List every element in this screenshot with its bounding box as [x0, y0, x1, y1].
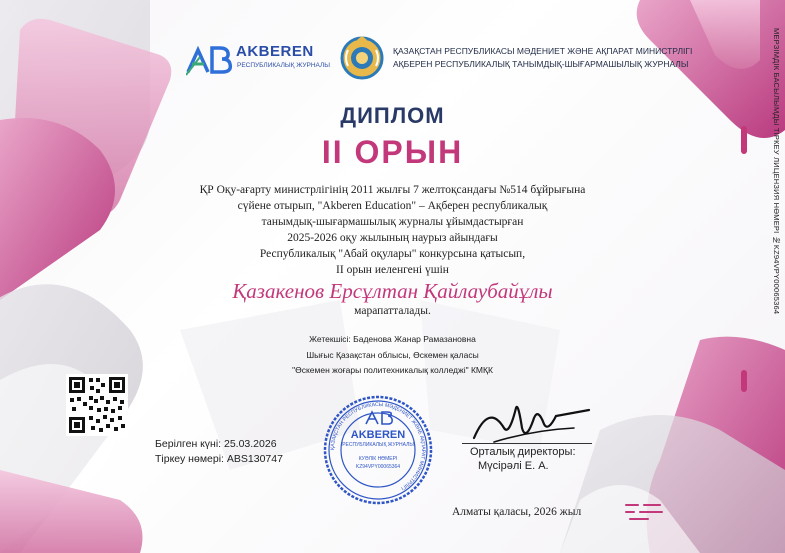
license-vertical-text: МЕРЗІМДІК БАСЫЛЫМДЫ ТІРКЕУ ЛИЦЕНЗИЯ НӨМЕРІ №KZ94VPY00065364 [772, 28, 781, 315]
qr-code [66, 374, 128, 436]
body-line-5: Республикалық "Абай оқулары" конкурсына қатысып, [259, 248, 526, 260]
city-year: Алматы қаласы, 2026 жыл [452, 506, 582, 518]
stamp-name: AKBEREN [350, 429, 406, 441]
stamp-inner-line-2: KZ94VPY00065364 [355, 464, 401, 470]
body-line-1: ҚР Оқу-ағарту министрлігінің 2011 жылғы 7 желтоқсандағы №514 бұйрығына [199, 184, 586, 196]
director-signature [464, 398, 594, 448]
stamp-sub: РЕСПУБЛИКАЛЫҚ ЖУРНАЛЫ [342, 442, 414, 448]
issue-date: Берілген күні: 25.03.2026 [155, 438, 277, 450]
registration-number: Тіркеу нөмері: ABS130747 [155, 453, 283, 465]
supervisor-line-2: Шығыс Қазақстан облысы, Өскемен қаласы [306, 350, 479, 360]
supervisor-line-1: Жетекшісі: Баденова Жанар Рамазановна [309, 334, 476, 344]
official-stamp [322, 394, 434, 506]
body-line-2: сүйене отырып, "Akberen Education" – Ақберен республикалық [237, 200, 548, 212]
logo-subtitle: РЕСПУБЛИКАЛЫҚ ЖУРНАЛЫ [237, 62, 331, 69]
signature-line [462, 443, 592, 444]
stamp-inner-line-1: КУӘЛІК НӨМЕРІ [358, 456, 398, 462]
body-line-3: танымдық-шығармашылық журналы ұйымдастырған [261, 216, 524, 228]
body-line-6: II орын иеленгені үшін [336, 264, 449, 276]
diploma-title: ДИПЛОМ [340, 103, 445, 128]
body-line-4: 2025-2026 оқу жылының наурыз айындағы [287, 232, 498, 244]
place-heading: II ОРЫН [321, 134, 464, 170]
awarded-text: марапатталады. [354, 305, 431, 317]
director-title: Орталық директоры: [470, 446, 576, 458]
logo-name: AKBEREN [236, 43, 314, 60]
supervisor-line-3: "Өскемен жоғары политехникалық колледжі" КМҚК [292, 365, 493, 375]
kazakhstan-emblem-icon [340, 36, 384, 80]
akberen-logo-icon [186, 42, 234, 76]
ministry-line-2: АҚБЕРЕН РЕСПУБЛИКАЛЫҚ ТАНЫМДЫҚ-ШЫҒАРМАШЫЛЫҚ ЖУРНАЛЫ [393, 59, 689, 69]
director-name: Мүсірәлі Е. А. [478, 460, 549, 472]
stamp-ring-text: ҚАЗАҚСТАН РЕСПУБЛИКАСЫ МӘДЕНИЕТ ЖӘНЕ АҚПАРАТ МИНИСТРЛІГІ [329, 401, 427, 492]
ministry-line-1: ҚАЗАҚСТАН РЕСПУБЛИКАСЫ МӘДЕНИЕТ ЖӘНЕ АҚПАРАТ МИНИСТРЛІГІ [393, 46, 693, 56]
recipient-name: Қазакенов Ерсұлтан Қайлаубайұлы [232, 279, 553, 303]
